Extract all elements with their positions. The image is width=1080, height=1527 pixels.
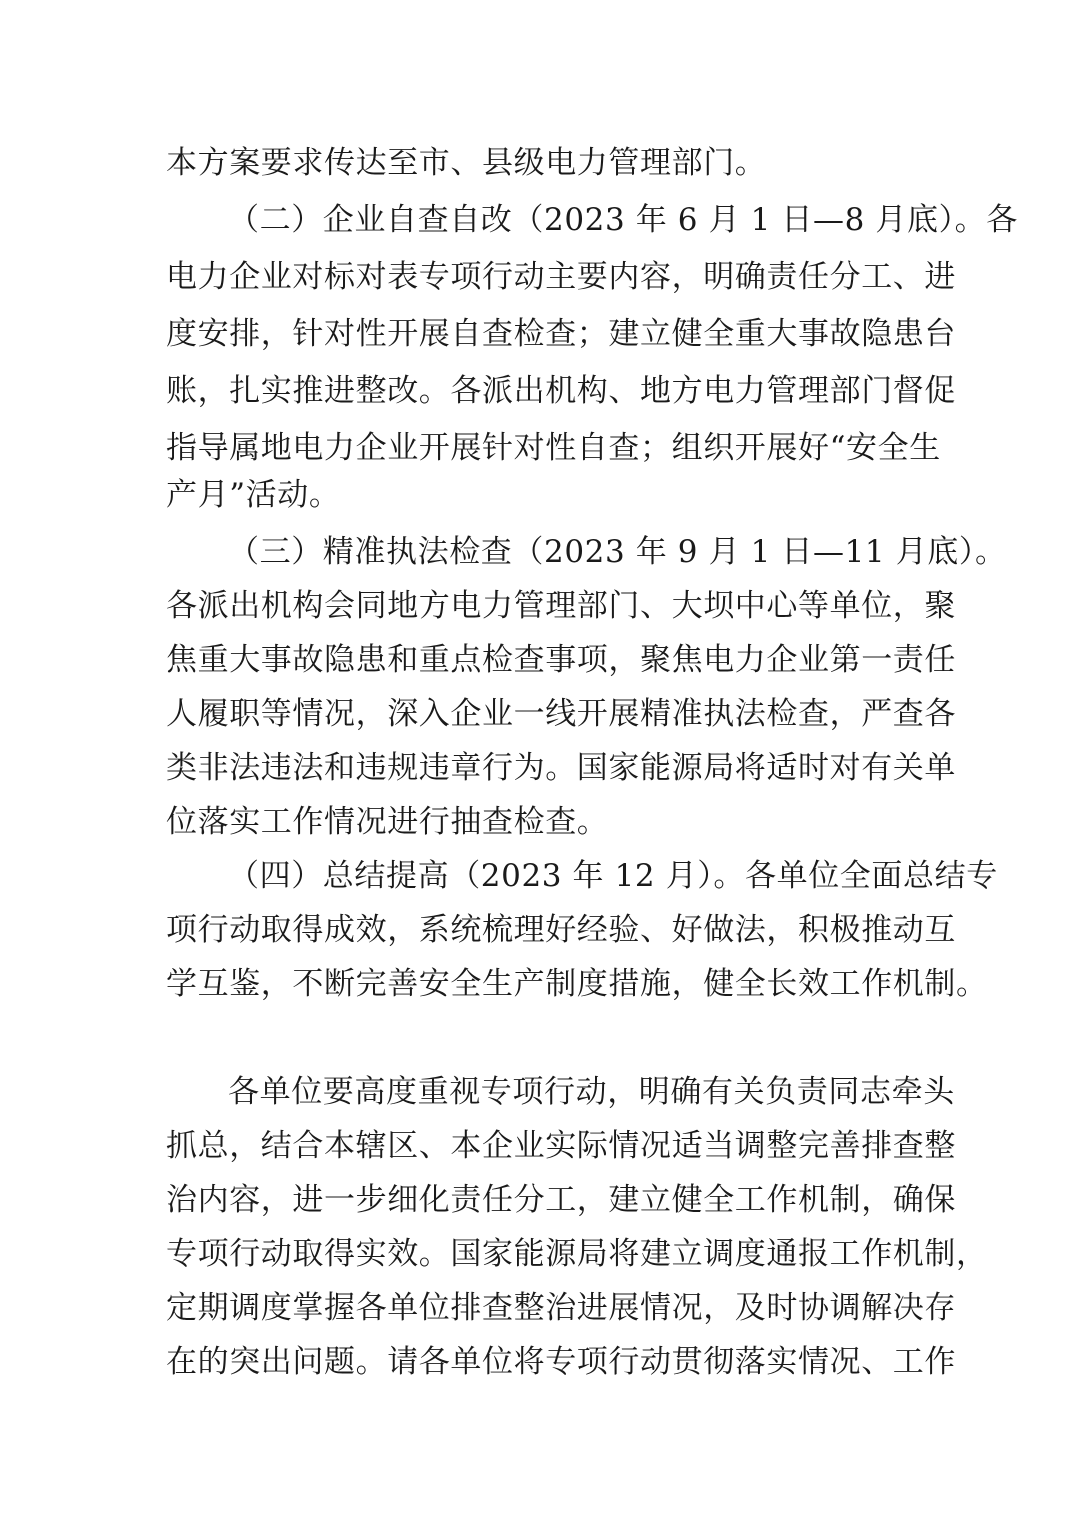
text-line-16: 学互鉴，不断完善安全生产制度措施，健全长效工作机制。 — [166, 966, 988, 1002]
section-4-heading-line: （四）总结提高（2023 年 12 月）。各单位全面总结专 — [228, 858, 998, 894]
text-line-4: 度安排，针对性开展自查检查；建立健全重大事故隐患台 — [166, 316, 956, 352]
text-line-6: 指导属地电力企业开展针对性自查；组织开展好“安全生 — [166, 430, 941, 466]
text-line-9: 各派出机构会同地方电力管理部门、大坝中心等单位，聚 — [166, 588, 956, 624]
text-line-20: 专项行动取得实效。国家能源局将建立调度通报工作机制， — [166, 1236, 988, 1272]
text-line-15: 项行动取得成效，系统梳理好经验、好做法，积极推动互 — [166, 912, 956, 948]
text-line-5: 账，扎实推进整改。各派出机构、地方电力管理部门督促 — [166, 373, 956, 409]
text-line-21: 定期调度掌握各单位排查整治进展情况，及时协调解决存 — [166, 1290, 956, 1326]
text-line-7: 产月”活动。 — [166, 477, 341, 513]
paragraph-start-line: 各单位要高度重视专项行动，明确有关负责同志牵头 — [228, 1074, 955, 1110]
text-line-19: 治内容，进一步细化责任分工，建立健全工作机制，确保 — [166, 1182, 956, 1218]
text-line-11: 人履职等情况，深入企业一线开展精准执法检查，严查各 — [166, 696, 956, 732]
section-3-heading-line: （三）精准执法检查（2023 年 9 月 1 日—11 月底）。 — [228, 534, 1007, 570]
text-line-18: 抓总，结合本辖区、本企业实际情况适当调整完善排查整 — [166, 1128, 956, 1164]
section-2-heading-line: （二）企业自查自改（2023 年 6 月 1 日—8 月底）。各 — [228, 202, 1018, 238]
text-line-3: 电力企业对标对表专项行动主要内容，明确责任分工、进 — [166, 259, 956, 295]
text-line-12: 类非法违法和违规违章行为。国家能源局将适时对有关单 — [166, 750, 956, 786]
text-line-13: 位落实工作情况进行抽查检查。 — [166, 804, 609, 840]
text-line-10: 焦重大事故隐患和重点检查事项，聚焦电力企业第一责任 — [166, 642, 956, 678]
text-line-1: 本方案要求传达至市、县级电力管理部门。 — [166, 145, 767, 181]
text-line-22: 在的突出问题。请各单位将专项行动贯彻落实情况、工作 — [166, 1344, 956, 1380]
